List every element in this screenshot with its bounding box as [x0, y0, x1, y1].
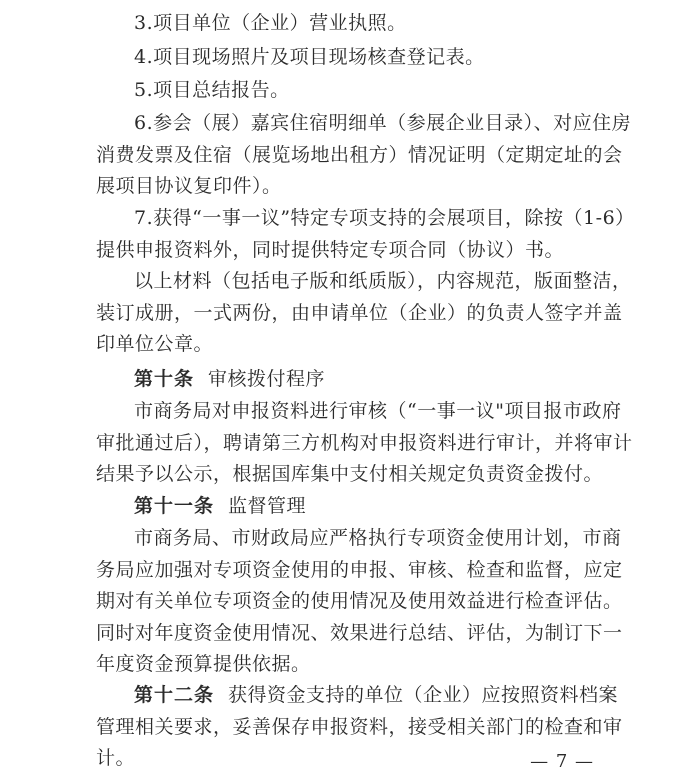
article-10-title-line	[96, 364, 636, 396]
article-11-body: 市商务局、市财政局应严格执行专项资金使用计划，市商务局应加强对专项资金使用的申报、审核、检查和监督，应定期对有关单位专项资金的使用情况及使用效益进行检查评估。同时对年度资金使用情况、效果进行总结、评估，为制订下一年度资金预算提供依据。	[96, 527, 623, 675]
list-item-6: 6.参会（展）嘉宾住宿明细单（参展企业目录）、对应住房消费发票及住宿（展览场地出租方）情况证明（定期定址的会展项目协议复印件）。	[96, 112, 632, 197]
list-item-7: 7.获得“一事一议”特定专项支持的会展项目，除按（1-6）提供申报资料外，同时提供特定专项合同（协议）书。	[96, 207, 635, 261]
article-11-title-line	[96, 491, 636, 523]
article-10-heading: 审核拨付程序	[208, 368, 326, 390]
closing-paragraph: 以上材料（包括电子版和纸质版），内容规范，版面整洁，装订成册，一式两份，由申请单位（企业）的负责人签字并盖印单位公章。	[96, 270, 632, 355]
page-number: — 7 —	[530, 751, 594, 772]
article-12-body: 获得资金支持的单位（企业）应按照资料档案管理相关要求，妥善保存申报资料，接受相关部门的检查和审计。	[96, 684, 623, 769]
article-12-title: 第十二条	[134, 684, 215, 706]
article-11-heading: 监督管理	[228, 495, 307, 517]
list-item-5: 5.项目总结报告。	[134, 79, 290, 101]
list-item-4: 4.项目现场照片及项目现场核查登记表。	[134, 46, 485, 68]
list-item-3: 3.项目单位（企业）营业执照。	[134, 12, 407, 34]
article-10-title: 第十条	[134, 368, 195, 390]
article-11-title: 第十一条	[134, 495, 215, 517]
article-10-body: 市商务局对申报资料进行审核（“一事一议"项目报市政府审批通过后），聘请第三方机构对申报资料进行审计，并将审计结果予以公示，根据国库集中支付相关规定负责资金拨付。	[96, 400, 633, 485]
